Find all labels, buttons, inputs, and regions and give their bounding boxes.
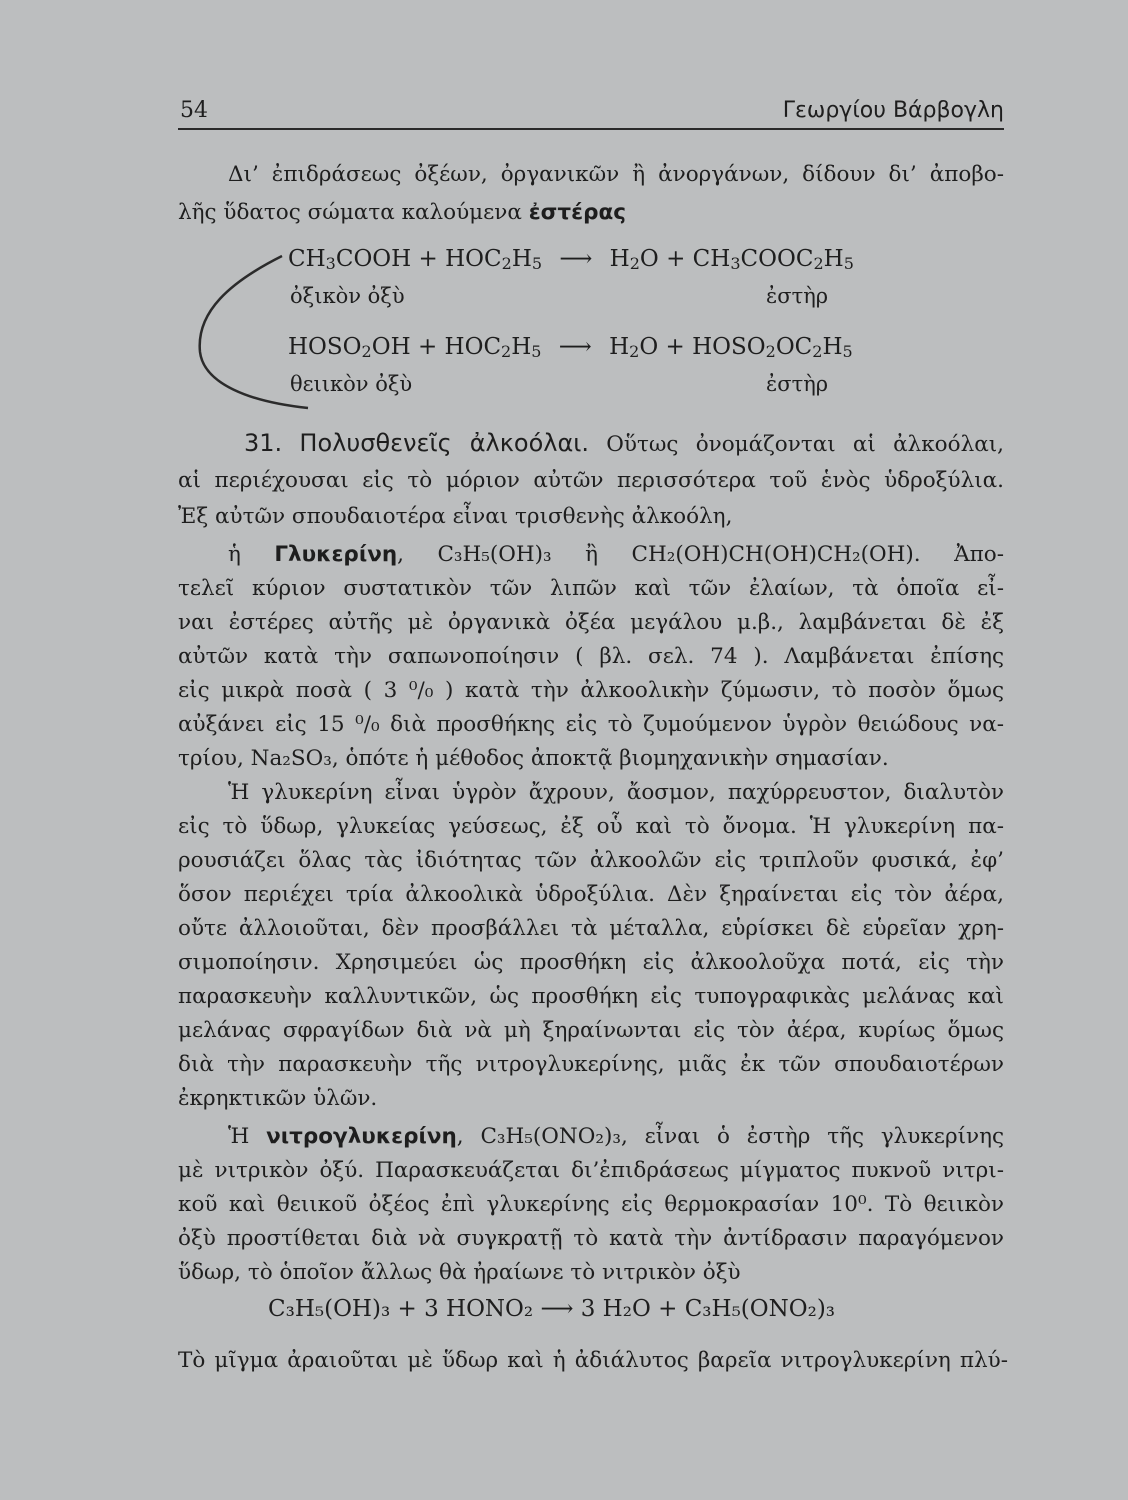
header-rule — [178, 128, 1004, 130]
r1-part: COOH + HOC — [335, 246, 502, 272]
properties-line: οὔτε ἀλλοιοῦται, δὲν προσβάλλει τὰ μέταλλα, εὑρίσκει δὲ εὑρεῖαν χρη- — [178, 916, 1004, 941]
glycerin-article: ἡ — [228, 542, 275, 567]
r2-part: H — [822, 334, 843, 360]
r2-part: H — [609, 334, 630, 360]
r2-sub: 2 — [765, 342, 776, 361]
section-title: Πολυσθενεῖς ἀλκοόλαι. — [299, 429, 590, 457]
term-nitroglycerin: νιτρογλυκερίνη — [266, 1124, 457, 1149]
section-line-3: Ἐξ αὐτῶν σπουδαιοτέρα εἶναι τρισθενὴς ἀλκοόλη, — [178, 504, 733, 529]
glycerin-formula: , C₃H₅(OH)₃ ἢ CH₂(OH)CH(OH)CH₂(OH). Ἀπο- — [397, 542, 1004, 567]
r2-sub: 2 — [361, 342, 372, 361]
closing-line: Τὸ μῖγμα ἀραιοῦται μὲ ὕδωρ καὶ ἡ ἀδιάλυτος βαρεῖα νιτρογλυκερίνη πλύ- — [178, 1348, 1008, 1373]
glycerin-line: εἰς μικρὰ ποσὰ ( 3 ⁰/₀ ) κατὰ τὴν ἀλκοολικὴν ζύμωσιν, τὸ ποσὸν ὅμως — [178, 678, 1004, 703]
glycerin-line: τελεῖ κύριον συστατικὸν τῶν λιπῶν καὶ τῶν ἐλαίων, τὰ ὁποῖα εἶ- — [178, 576, 1004, 601]
nitro-line-last: ὕδωρ, τὸ ὁποῖον ἄλλως θὰ ἠραίωνε τὸ νιτρικὸν ὀξὺ — [178, 1260, 741, 1285]
properties-line: ρουσιάζει ὅλας τὰς ἰδιότητας τῶν ἀλκοολῶν εἰς τριπλοῦν φυσικά, ἐφ’ — [178, 848, 1004, 873]
glycerin-line: αὐτῶν κατὰ τὴν σαπωνοποίησιν ( βλ. σελ. 74 ). Λαμβάνεται ἐπίσης — [178, 644, 1004, 669]
r1-sub: 3 — [730, 254, 741, 273]
r2-part: OC — [775, 334, 813, 360]
r1-sub: 2 — [501, 254, 512, 273]
nitro-article: Ἡ — [228, 1124, 267, 1149]
r1-sub: 5 — [843, 254, 854, 273]
term-glycerin: Γλυκερίνη — [274, 542, 398, 567]
r2-sub: 2 — [629, 342, 640, 361]
properties-line-last: ἐκρηκτικῶν ὑλῶν. — [178, 1086, 378, 1111]
r2-sub: 5 — [531, 342, 542, 361]
section-line-2: αἱ περιέχουσαι εἰς τὸ μόριον αὐτῶν περισσότερα τοῦ ἑνὸς ὑδροξύλια. — [178, 468, 1004, 493]
label-ester-1: ἐστὴρ — [766, 284, 829, 308]
glycerin-line-last: τρίου, Na₂SO₃, ὁπότε ἡ μέθοδος ἀποκτᾷ βιομηχανικὴν σημασίαν. — [178, 746, 889, 771]
r1-part: CH — [288, 246, 326, 272]
reaction-arrow: ⟶ — [559, 246, 593, 272]
nitro-formula: , C₃H₅(ONO₂)₃, εἶναι ὁ ἐστὴρ τῆς γλυκερίνης — [456, 1124, 1005, 1149]
r2-sub: 5 — [842, 342, 853, 361]
r1-part: H — [823, 246, 844, 272]
r2-sub: 2 — [812, 342, 823, 361]
glycerin-line-1 — [228, 540, 1004, 570]
r2-part: OH + HOC — [371, 334, 502, 360]
r1-sub: 2 — [629, 254, 640, 273]
properties-line: σιμοποίησιν. Χρησιμεύει ὡς προσθήκη εἰς ἀλκοολοῦχα ποτά, εἰς τὴν — [178, 950, 1004, 975]
reaction-2 — [288, 334, 853, 361]
r2-part: H — [511, 334, 532, 360]
r2-sub: 2 — [501, 342, 512, 361]
term-esters: ἐστέρας — [528, 200, 627, 225]
properties-line: εἰς τὸ ὕδωρ, γλυκείας γεύσεως, ἐξ οὗ καὶ τὸ ὄνομα. Ἡ γλυκερίνη πα- — [178, 814, 1004, 839]
intro-line-1: Δι’ ἐπιδράσεως ὀξέων, ὀργανικῶν ἢ ἀνοργάνων, δίδουν δι’ ἀποβο- — [228, 162, 1004, 187]
properties-line: διὰ τὴν παρασκευὴν τῆς νιτρογλυκερίνης, μιᾶς ἐκ τῶν σπουδαιοτέρων — [178, 1052, 1004, 1077]
label-acetic-acid: ὀξικὸν ὀξὺ — [290, 284, 405, 308]
r1-sub: 5 — [531, 254, 543, 273]
glycerin-line: αὐξάνει εἰς 15 ⁰/₀ διὰ προσθήκης εἰς τὸ ζυμούμενον ὑγρὸν θειώδους να- — [178, 712, 1004, 737]
r1-sub: 2 — [813, 254, 824, 273]
glycerin-line: ναι ἐστέρες αὐτῆς μὲ ὀργανικὰ ὀξέα μεγάλου μ.β., λαμβάνεται δὲ ἐξ — [178, 610, 1004, 635]
r2-part: O + HOSO — [639, 334, 766, 360]
section-line-1: Οὕτως ὀνομάζονται αἱ ἀλκοόλαι, — [606, 432, 1004, 457]
section-heading-line — [244, 428, 1004, 460]
nitro-line: κοῦ καὶ θειικοῦ ὀξέος ἐπὶ γλυκερίνης εἰς θερμοκρασίαν 10⁰. Τὸ θειικὸν — [178, 1192, 1004, 1217]
r1-part: O + CH — [639, 246, 731, 272]
r1-sub: 3 — [325, 254, 336, 273]
properties-line-1: Ἡ γλυκερίνη εἶναι ὑγρὸν ἄχρουν, ἄοσμον, παχύρρευστον, διαλυτὸν — [228, 780, 1004, 805]
nitration-equation: C₃H₅(OH)₃ + 3 HONO₂ ⟶ 3 H₂O + C₃H₅(ONO₂)₃ — [268, 1296, 836, 1322]
properties-line: ὅσον περιέχει τρία ἀλκοολικὰ ὑδροξύλια. Δὲν ξηραίνεται εἰς τὸν ἀέρα, — [178, 882, 1004, 907]
r2-part: HOSO — [288, 334, 362, 360]
page-number: 54 — [180, 98, 208, 123]
label-ester-2: ἐστὴρ — [766, 372, 829, 396]
r1-part: COOC — [740, 246, 814, 272]
intro-line-2-text: λῆς ὕδατος σώματα καλούμενα — [178, 200, 529, 225]
reaction-1 — [288, 246, 854, 273]
properties-line: μελάνας σφραγίδων διὰ νὰ μὴ ξηραίνωνται εἰς τὸν ἀέρα, κυρίως ὅμως — [178, 1018, 1004, 1043]
nitro-line-1 — [228, 1122, 1004, 1152]
properties-line: παρασκευὴν καλλυντικῶν, ὡς προσθήκη εἰς τυπογραφικὰς μελάνας καὶ — [178, 984, 1004, 1009]
nitro-line: ὀξὺ προστίθεται διὰ νὰ συγκρατῇ τὸ κατὰ τὴν ἀντίδρασιν παραγόμενον — [178, 1226, 1004, 1251]
r1-part: H — [609, 246, 630, 272]
intro-line-2 — [178, 198, 1004, 228]
label-sulfuric-acid: θειικὸν ὀξὺ — [290, 372, 413, 396]
nitro-line: μὲ νιτρικὸν ὀξύ. Παρασκευάζεται δι’ἐπιδράσεως μίγματος πυκνοῦ νιτρι- — [178, 1158, 1004, 1183]
reaction-arrow: ⟶ — [558, 334, 592, 360]
r1-part: H — [511, 246, 532, 272]
running-header-author: Γεωργίου Βάρβογλη — [782, 98, 1004, 123]
section-number: 31. — [244, 429, 283, 457]
